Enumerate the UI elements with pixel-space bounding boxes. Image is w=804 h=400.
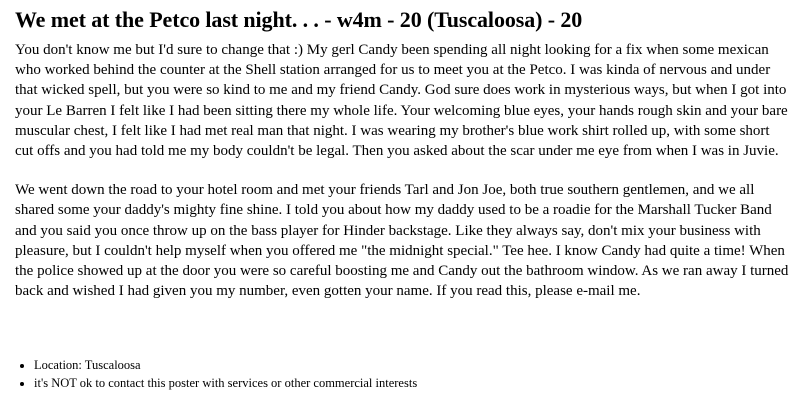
posting-attributes-list	[0, 356, 417, 392]
location-attribute: • Location: Tuscaloosa	[34, 356, 417, 374]
post-body	[15, 40, 790, 301]
post-paragraph: We went down the road to your hotel room and met your friends Tarl and Jon Joe, both true southern gentlemen, and we all shared some your daddy's mighty fine shine. I told you about how my daddy used to be a roadie for the Marshall Tucker Band and you said you once throw up on the bass player for Hinder backstage. Like they always say, don't mix your business with pleasure, but I couldn't help myself when you offered me "the midnight special." Tee hee. I know Candy had quite a time! When the police showed up at the door you were so careful boosting me and Candy out the bathroom window. As we ran away I turned back and wished I had given you my number, even gotten your name. If you read this, please e-mail me.	[15, 182, 789, 300]
post-paragraph: You don't know me but I'd sure to change that :) My gerl Candy been spending all night looking for a fix when some mexican who worked behind the counter at the Shell station arranged for us to meet you at the Petco. I was kinda of nervous and under that wicked spell, but you were so kind to me and my friend Candy. God sure does work in mysterious ways, but when I got into your Le Barren I felt like I had been sitting there my whole life. Your welcoming blue eyes, your hands rough skin and your bare muscular chest, I felt like I had met real man that night. I was wearing my brother's blue work shirt rolled up, with some short cut offs and you had told me my body couldn't be legal. Then you asked about the scar under me eye from when I was in Juvie.	[15, 42, 788, 160]
post-title: We met at the Petco last night. . . - w4m - 20 (Tuscaloosa) - 20	[15, 7, 583, 32]
contact-notice-attribute: • it's NOT ok to contact this poster with services or other commercial interests	[34, 374, 417, 392]
